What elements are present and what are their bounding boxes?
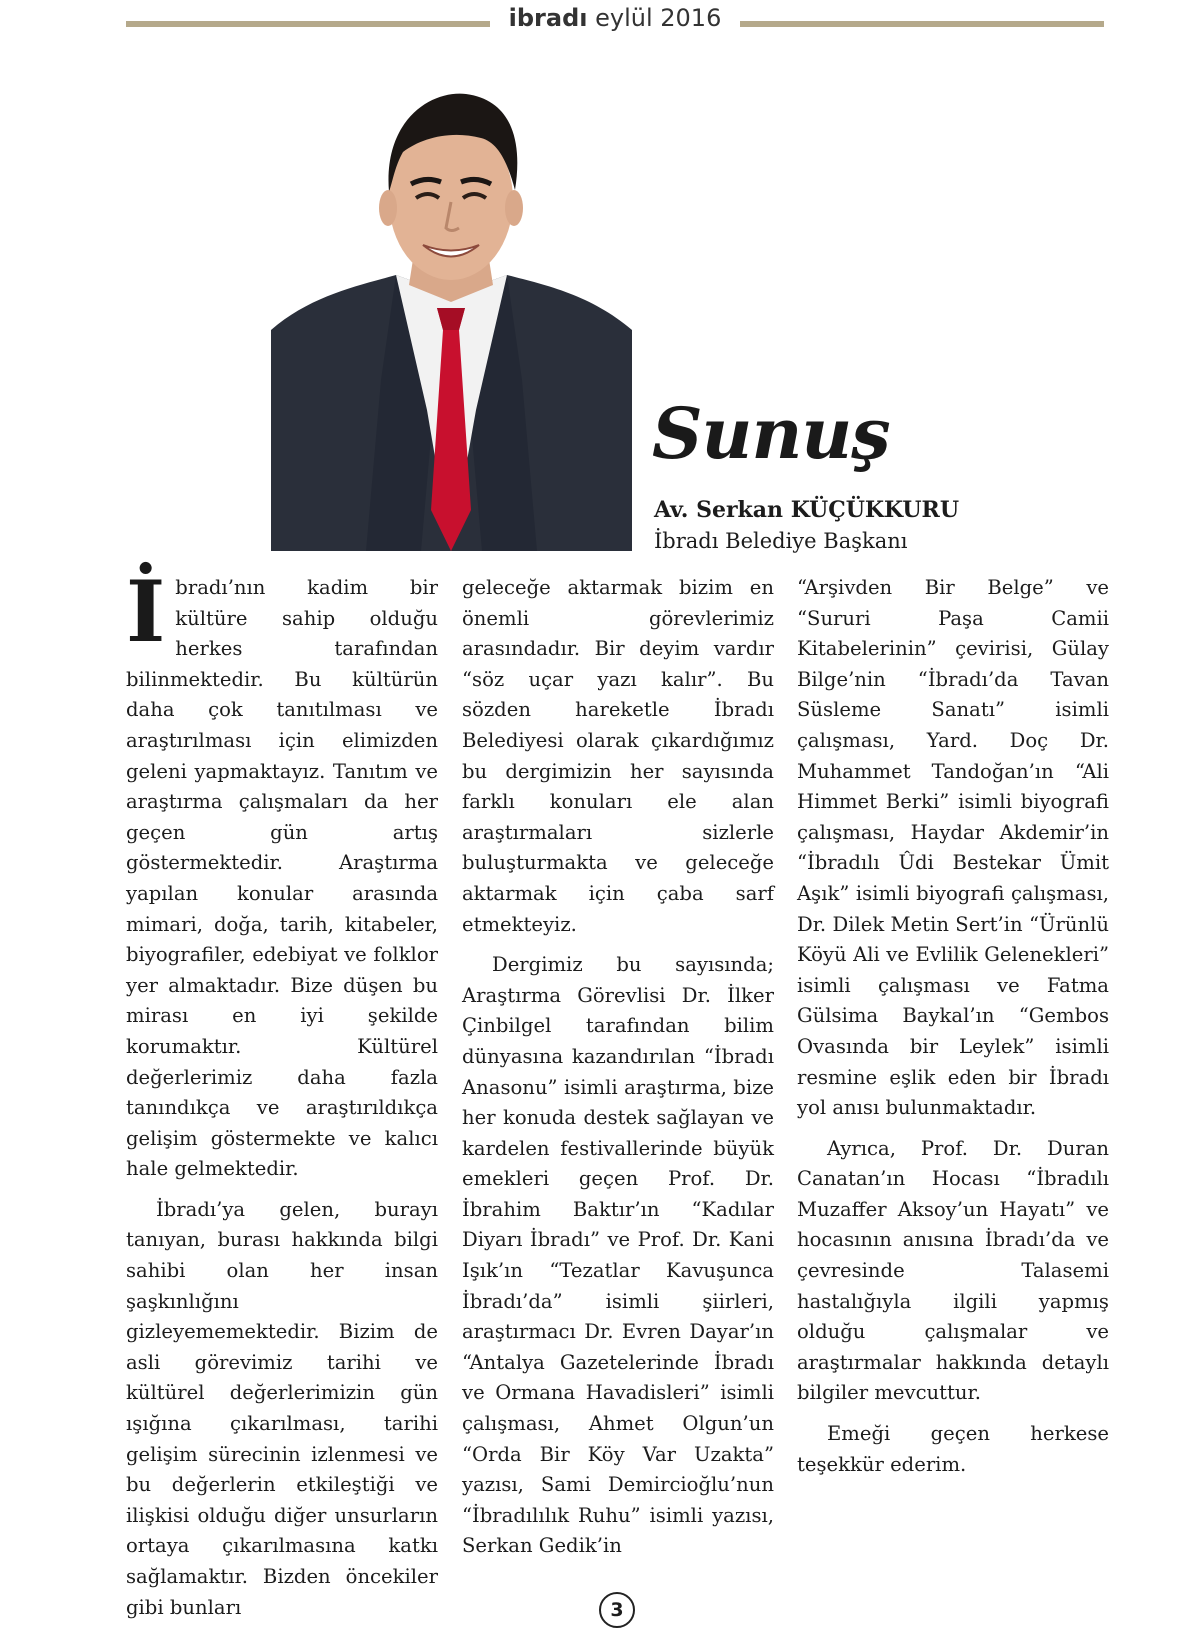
author-name: Av. Serkan KÜÇÜKKURU xyxy=(654,497,960,523)
paragraph-2: İbradı’ya gelen, burayı tanıyan, burası hakkında bilgi sahibi olan her insan şaşkınlığını gizleyememektedir. Bizim de asli görevimiz tarihi ve kültürel değerlerimizin gün ışığına çıkarılması, tarihi gelişim sürecinin izlenmesi ve bu değerlerin etkileştiği ve ilişkisi olduğu diğer unsurların ortaya çıkarılmasına katkı sağlamaktır. Bizden öncekiler gibi bunları xyxy=(126,1197,438,1619)
portrait-illustration xyxy=(271,80,632,551)
drop-cap: İ xyxy=(126,562,166,661)
text-column-2 xyxy=(462,573,774,1562)
article-title: Sunuş xyxy=(652,392,890,475)
paragraph-4: Ayrıca, Prof. Dr. Duran Canatan’ın Hocası “İbradılı Muzaffer Aksoy’un Hayatı” ve hocasının anısına İbradı’da ve çevresinde Talasemi hastalığıyla ilgili yapmış olduğu çalışmalar ve araştırmalar hakkında detaylı bilgiler mevcuttur. xyxy=(797,1136,1109,1405)
issue-date: eylül 2016 xyxy=(595,4,722,32)
text-column-1 xyxy=(126,562,438,1623)
author-portrait xyxy=(271,80,632,551)
magazine-name: ibradı xyxy=(508,4,588,32)
page-number: 3 xyxy=(599,1592,635,1628)
author-role: İbradı Belediye Başkanı xyxy=(654,529,908,553)
header-rule-right xyxy=(740,21,1104,27)
paragraph-3-continued: “Arşivden Bir Belge” ve “Sururi Paşa Camii Kitabelerinin” çevirisi, Gülay Bilge’nin “İbradı’da Tavan Süsleme Sanatı” isimli çalışması, Yard. Doç Dr. Muhammet Tandoğan’ın “Ali Himmet Berki” isimli biyografi çalışması, Haydar Akdemir’in “İbradılı Ûdi Bestekar Ümit Aşık” isimli biyografi çalışması, Dr. Dilek Metin Sert’in “Ürünlü Köyü Ali ve Evlilik Gelenekleri” isimli çalışması ve Fatma Gülsima Baykal’ın “Gembos Ovasında bir Leylek” isimli resmine eşlik eden bir İbradı yol anısı bulunmaktadır. xyxy=(797,576,1109,1120)
paragraph-5: Emeği geçen herkese teşekkür ederim. xyxy=(797,1422,1109,1476)
text-column-3 xyxy=(797,573,1109,1480)
running-header xyxy=(490,4,740,32)
paragraph-3: Dergimiz bu sayısında; Araştırma Görevlisi Dr. İlker Çinbilgel tarafından bilim dünyasına kazandırılan “İbradı Anasonu” isimli araştırma, bize her konuda destek sağlayan ve kardelen festivallerinde büyük emekleri geçen Prof. Dr. İbrahim Baktır’ın “Kadılar Diyarı İbradı” ve Prof. Dr. Kani Işık’ın “Tezatlar Kavuşunca İbradı’da” isimli şiirleri, araştırmacı Dr. Evren Dayar’ın “Antalya Gazetelerinde İbradı ve Ormana Havadisleri” isimli çalışması, Ahmet Olgun’un “Orda Bir Köy Var Uzakta” yazısı, Sami Demircioğlu’nun “İbradılılık Ruhu” isimli yazısı, Serkan Gedik’in xyxy=(462,953,774,1558)
paragraph-1 xyxy=(126,562,438,1185)
paragraph-1-text: bradı’nın kadim bir kültüre sahip olduğu herkes tarafından bilinmektedir. Bu kültürün daha çok tanıtılması ve araştırılması için elimizden geleni yapmaktayız. Tanıtım ve araştırma çalışmaları da her geçen gün artış göstermektedir. Araştırma yapılan konular arasında mimari, doğa, tarih, kitabeler, biyografiler, edebiyat ve folklor yer almaktadır. Bize düşen bu mirası en iyi şekilde korumaktır. Kültürel değerlerimiz daha fazla tanındıkça ve araştırıldıkça gelişim göstermekte ve kalıcı hale gelmektedir. xyxy=(126,576,438,1181)
header-rule-left xyxy=(126,21,490,27)
paragraph-2-continued: geleceğe aktarmak bizim en önemli görevlerimiz arasındadır. Bir deyim vardır “söz uçar yazı kalır”. Bu sözden hareketle İbradı Belediyesi olarak çıkardığımız bu dergimizin her sayısında farklı konuları ele alan araştırmaları sizlerle buluşturmakta ve geleceğe aktarmak için çaba sarf etmekteyiz. xyxy=(462,576,774,936)
